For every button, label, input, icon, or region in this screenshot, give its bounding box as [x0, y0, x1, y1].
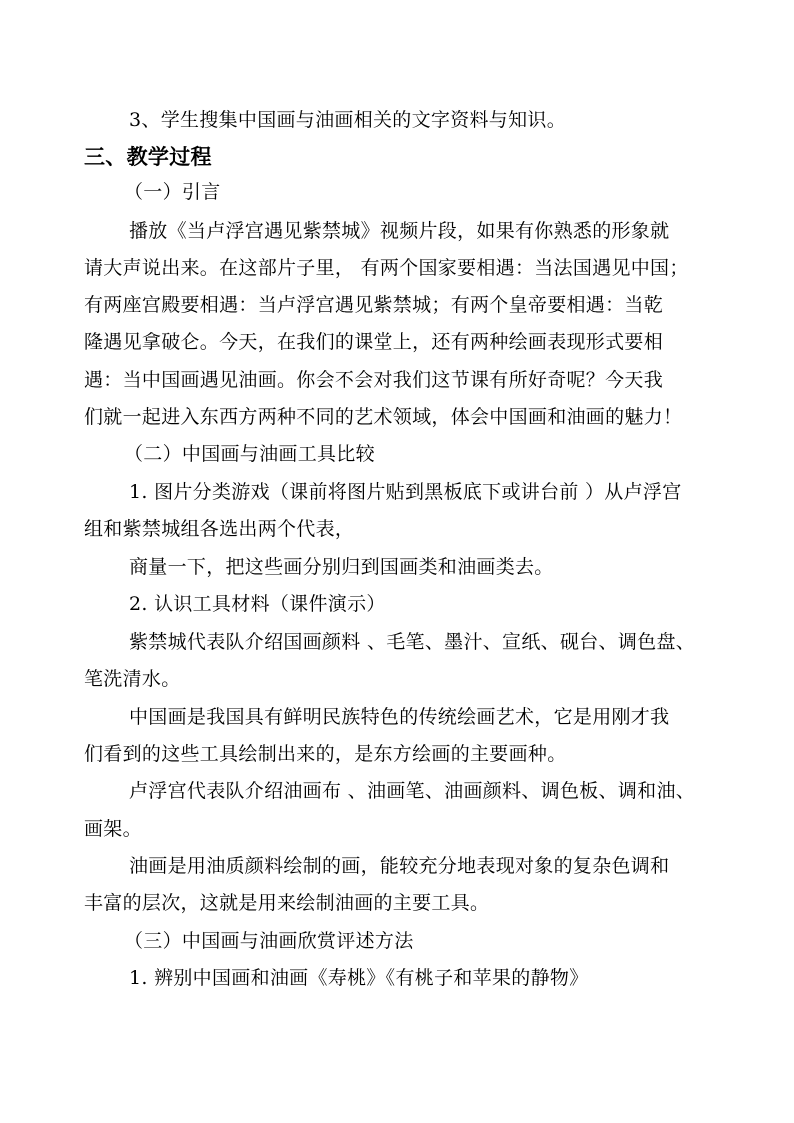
paragraph-intro-line-3: 有两座宫殿要相遇：当卢浮宫遇见紫禁城；有两个皇帝要相遇：当乾: [84, 294, 664, 316]
paragraph-tools-intro: 2. 认识工具材料（课件演示）: [129, 593, 386, 615]
paragraph-game-line-1: 1. 图片分类游戏（课前将图片贴到黑板底下或讲台前 ）从卢浮宫: [129, 481, 682, 503]
paragraph-identify-paintings: 1. 辨别中国画和油画《寿桃》《有桃子和苹果的静物》: [129, 967, 589, 989]
paragraph-chinese-painting-line-1: 中国画是我国具有鲜明民族特色的传统绘画艺术，它是用刚才我: [129, 706, 670, 728]
subheading-appreciation-methods: （三）中国画与油画欣赏评述方法: [124, 930, 414, 952]
paragraph-intro-line-4: 隆遇见拿破仑。今天，在我们的课堂上，还有两种绘画表现形式要相: [84, 331, 664, 353]
paragraph-louvre-line-1: 卢浮宫代表队介绍油画布 、油画笔、油画颜料、调色板、调和油、: [129, 780, 696, 802]
subheading-tool-comparison: （二）中国画与油画工具比较: [124, 443, 375, 465]
subheading-introduction: （一）引言: [124, 181, 221, 203]
paragraph-forbidden-city-line-1: 紫禁城代表队介绍国画颜料 、毛笔、墨汁、宣纸、砚台、调色盘、: [129, 631, 696, 653]
paragraph-materials-3: 3、学生搜集中国画与油画相关的文字资料与知识。: [129, 109, 566, 131]
paragraph-louvre-line-2: 画架。: [84, 818, 142, 840]
paragraph-intro-line-5: 遇：当中国画遇见油画。你会不会对我们这节课有所好奇呢？今天我: [84, 369, 664, 391]
paragraph-forbidden-city-line-2: 笔洗清水。: [84, 668, 181, 690]
paragraph-oil-painting-line-2: 丰富的层次，这就是用来绘制油画的主要工具。: [84, 892, 490, 914]
paragraph-intro-line-2: 请大声说出来。在这部片子里， 有两个国家要相遇：当法国遇见中国；: [84, 257, 689, 279]
paragraph-oil-painting-line-1: 油画是用油质颜料绘制的画，能较充分地表现对象的复杂色调和: [129, 855, 670, 877]
paragraph-game-line-2: 组和紫禁城组各选出两个代表，: [84, 518, 355, 540]
paragraph-intro-line-1: 播放《当卢浮宫遇见紫禁城》视频片段，如果有你熟悉的形象就: [129, 220, 670, 242]
paragraph-chinese-painting-line-2: 们看到的这些工具绘制出来的，是东方绘画的主要画种。: [84, 743, 567, 765]
paragraph-intro-line-6: 们就一起进入东西方两种不同的艺术领域，体会中国画和油画的魅力！: [84, 406, 683, 428]
section-heading-teaching-process: 三、教学过程: [84, 145, 212, 169]
paragraph-classify: 商量一下，把这些画分别归到国画类和油画类去。: [129, 556, 554, 578]
